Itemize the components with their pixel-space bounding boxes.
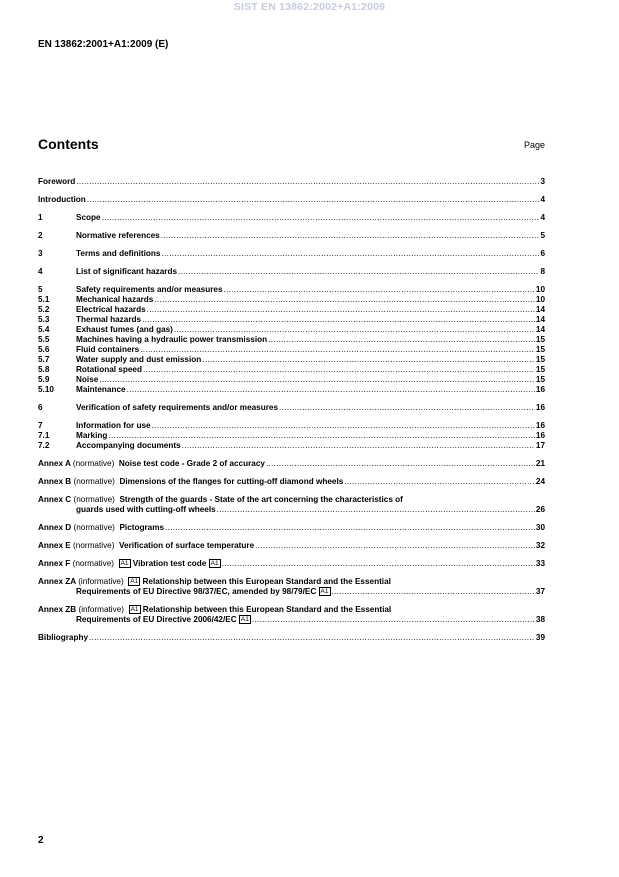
toc-number: 5.3 [38, 315, 50, 324]
annex-label: Annex C [38, 495, 72, 504]
toc-title: Exhaust fumes (and gas) [76, 325, 173, 334]
toc-title: Fluid containers [76, 345, 140, 354]
toc-number: 5.7 [38, 355, 50, 364]
annex-type: (informative) [78, 577, 124, 586]
toc-page: 17 [535, 441, 545, 450]
annex-title-line2: Requirements of EU Directive 2006/42/EC [76, 615, 237, 624]
toc-entry-annex-d[interactable] [38, 523, 545, 533]
toc-title: List of significant hazards [76, 267, 177, 276]
dot-leader [255, 541, 535, 551]
annex-type: (normative) [72, 459, 115, 468]
toc-title [38, 477, 343, 487]
toc-number: 5.1 [38, 295, 50, 304]
watermark: SIST EN 13862:2002+A1:2009 [233, 1, 386, 13]
toc-entry-7[interactable] [38, 421, 545, 431]
dot-leader [217, 505, 535, 515]
annex-title: Noise test code - Grade 2 of accuracy [118, 459, 265, 468]
toc-entry-annex-za[interactable] [38, 577, 545, 597]
toc-entry-annex-zb[interactable] [38, 605, 545, 625]
annex-label: Annex D [38, 523, 72, 532]
toc-entry-7-1[interactable] [38, 431, 545, 441]
dot-leader [174, 325, 535, 335]
toc-number: 5.8 [38, 365, 50, 374]
annex-label: Annex E [38, 541, 71, 550]
amendment-end-icon: A1 [320, 588, 329, 595]
toc-entry-annex-f[interactable] [38, 559, 545, 569]
toc-page: 33 [535, 559, 545, 568]
dot-leader [143, 365, 535, 375]
dot-leader [268, 335, 535, 345]
dot-leader [344, 477, 535, 487]
toc-number: 3 [38, 249, 43, 258]
toc-page: 37 [535, 587, 545, 596]
toc-title: Thermal hazards [76, 315, 142, 324]
document-id: EN 13862:2001+A1:2009 (E) [38, 39, 169, 50]
toc-entry-5-3[interactable] [38, 315, 545, 325]
toc-page: 14 [535, 315, 545, 324]
toc-entry-bibliography[interactable] [38, 633, 545, 643]
annex-title-continued: guards used with cutting-off wheels [76, 505, 216, 514]
toc-entry-5-7[interactable] [38, 355, 545, 365]
toc-title [38, 559, 221, 569]
toc-title [38, 605, 545, 615]
dot-leader [108, 431, 534, 441]
toc-entry-annex-a[interactable] [38, 459, 545, 469]
dot-leader [142, 315, 535, 325]
annex-type: (normative) [72, 559, 114, 568]
toc-entry-5-1[interactable] [38, 295, 545, 305]
toc-number: 7.2 [38, 441, 50, 450]
toc-page: 10 [535, 285, 545, 294]
amendment-start-icon: A1 [130, 606, 139, 613]
toc-page: 16 [535, 421, 545, 430]
toc-title: Accompanying documents [76, 441, 181, 450]
toc-entry-5-6[interactable] [38, 345, 545, 355]
dot-leader [87, 195, 540, 205]
toc-number: 5.10 [38, 385, 54, 394]
dot-leader [140, 345, 535, 355]
toc-number: 7 [38, 421, 43, 430]
toc-number: 5.6 [38, 345, 50, 354]
toc-page: 15 [535, 355, 545, 364]
dot-leader [152, 421, 535, 431]
annex-title: Vibration test code [132, 559, 207, 568]
dot-leader [182, 441, 535, 451]
toc-title: Rotational speed [76, 365, 142, 374]
toc-title: Safety requirements and/or measures [76, 285, 223, 294]
annex-title: Pictograms [119, 523, 165, 532]
toc-title: Foreword [38, 177, 76, 186]
dot-leader [165, 523, 535, 533]
toc-entry-5-2[interactable] [38, 305, 545, 315]
toc-title [38, 541, 254, 551]
toc-page: 5 [540, 231, 545, 240]
toc-number: 7.1 [38, 431, 50, 440]
toc-entry-annex-e[interactable] [38, 541, 545, 551]
toc-number: 4 [38, 267, 43, 276]
dot-leader [332, 587, 535, 597]
toc-title [38, 577, 545, 587]
toc-page: 15 [535, 345, 545, 354]
dot-leader [147, 305, 535, 315]
dot-leader [202, 355, 535, 365]
toc-entry-5-9[interactable] [38, 375, 545, 385]
toc-page: 21 [535, 459, 545, 468]
toc-entry-5-4[interactable] [38, 325, 545, 335]
annex-type: (informative) [78, 605, 124, 614]
toc-page: 4 [540, 213, 545, 222]
annex-label: Annex B [38, 477, 72, 486]
toc-title [38, 495, 545, 505]
toc-entry-4[interactable] [38, 267, 545, 277]
toc-number: 5.5 [38, 335, 50, 344]
amendment-end-icon: A1 [240, 616, 249, 623]
toc-page: 15 [535, 335, 545, 344]
toc-entry-annex-b[interactable] [38, 477, 545, 487]
contents-title: Contents [38, 136, 99, 152]
toc-number: 5 [38, 285, 43, 294]
annex-title-continued [76, 615, 251, 625]
toc-entry-introduction[interactable] [38, 195, 545, 205]
toc-title [38, 459, 265, 469]
toc-title: Normative references [76, 231, 160, 240]
toc-entry-5-5[interactable] [38, 335, 545, 345]
annex-type: (normative) [73, 477, 115, 486]
toc-number: 5.4 [38, 325, 50, 334]
toc-number: 5.2 [38, 305, 50, 314]
annex-title: Strength of the guards - State of the art concerning the characteristics of [119, 495, 403, 504]
annex-label: Annex ZB [38, 605, 77, 614]
toc-entry-5-10[interactable] [38, 385, 545, 395]
dot-leader [279, 403, 535, 413]
annex-type: (normative) [73, 495, 115, 504]
dot-leader [161, 231, 540, 241]
toc-number: 2 [38, 231, 43, 240]
amendment-start-icon: A1 [130, 578, 139, 585]
annex-label: Annex ZA [38, 577, 76, 586]
toc-page: 15 [535, 365, 545, 374]
toc-title: Machines having a hydraulic power transmission [76, 335, 268, 344]
toc-entry-2[interactable] [38, 231, 545, 241]
toc-page: 3 [540, 177, 545, 186]
toc-entry-7-2[interactable] [38, 441, 545, 451]
toc-entry-foreword[interactable] [38, 177, 545, 187]
toc-page: 14 [535, 325, 545, 334]
toc-title: Verification of safety requirements and/or measures [76, 403, 279, 412]
annex-title-line2: Requirements of EU Directive 98/37/EC, amended by 98/79/EC [76, 587, 317, 596]
dot-leader [154, 295, 535, 305]
annex-title: Verification of surface temperature [119, 541, 255, 550]
toc-page: 38 [535, 615, 545, 624]
toc-title: Noise [76, 375, 99, 384]
toc-entry-6[interactable] [38, 403, 545, 413]
toc-page: 4 [540, 195, 545, 204]
dot-leader [222, 559, 535, 569]
toc-entry-annex-c[interactable] [38, 495, 545, 515]
toc-title: Electrical hazards [76, 305, 146, 314]
toc-page: 30 [535, 523, 545, 532]
toc-page: 15 [535, 375, 545, 384]
toc-page: 16 [535, 431, 545, 440]
toc-page: 16 [535, 385, 545, 394]
dot-leader [102, 213, 540, 223]
dot-leader [178, 267, 539, 277]
toc-number: 5.9 [38, 375, 50, 384]
toc-entry-3[interactable] [38, 249, 545, 259]
page-column-header: Page [523, 140, 545, 150]
toc-title: Water supply and dust emission [76, 355, 202, 364]
dot-leader [89, 633, 535, 643]
toc-title: Marking [76, 431, 108, 440]
table-of-contents [38, 177, 545, 643]
annex-label: Annex A [38, 459, 71, 468]
annex-title: Relationship between this European Standard and the Essential [142, 577, 391, 586]
toc-title: Scope [76, 213, 101, 222]
toc-entry-1[interactable] [38, 213, 545, 223]
page-number: 2 [38, 835, 44, 846]
dot-leader [76, 177, 539, 187]
toc-title: Maintenance [76, 385, 126, 394]
toc-entry-5-8[interactable] [38, 365, 545, 375]
annex-type: (normative) [73, 523, 115, 532]
annex-label: Annex F [38, 559, 71, 568]
toc-page: 10 [535, 295, 545, 304]
toc-number: 6 [38, 403, 43, 412]
annex-title: Dimensions of the flanges for cutting-off diamond wheels [119, 477, 344, 486]
dot-leader [252, 615, 535, 625]
dot-leader [99, 375, 535, 385]
toc-title [38, 523, 164, 533]
toc-title: Bibliography [38, 633, 89, 642]
annex-type: (normative) [73, 541, 115, 550]
toc-entry-5[interactable] [38, 285, 545, 295]
annex-title: Relationship between this European Standard and the Essential [142, 605, 392, 614]
toc-page: 26 [535, 505, 545, 514]
toc-title: Mechanical hazards [76, 295, 154, 304]
toc-page: 24 [535, 477, 545, 486]
toc-page: 6 [540, 249, 545, 258]
amendment-end-icon: A1 [210, 560, 219, 567]
dot-leader [266, 459, 535, 469]
toc-title: Introduction [38, 195, 86, 204]
toc-number: 1 [38, 213, 43, 222]
dot-leader [224, 285, 535, 295]
toc-page: 14 [535, 305, 545, 314]
toc-title: Terms and definitions [76, 249, 161, 258]
dot-leader [127, 385, 535, 395]
toc-page: 16 [535, 403, 545, 412]
toc-title: Information for use [76, 421, 151, 430]
dot-leader [161, 249, 539, 259]
toc-page: 8 [540, 267, 545, 276]
toc-page: 39 [535, 633, 545, 642]
annex-title-continued [76, 587, 331, 597]
toc-page: 32 [535, 541, 545, 550]
amendment-start-icon: A1 [120, 560, 129, 567]
